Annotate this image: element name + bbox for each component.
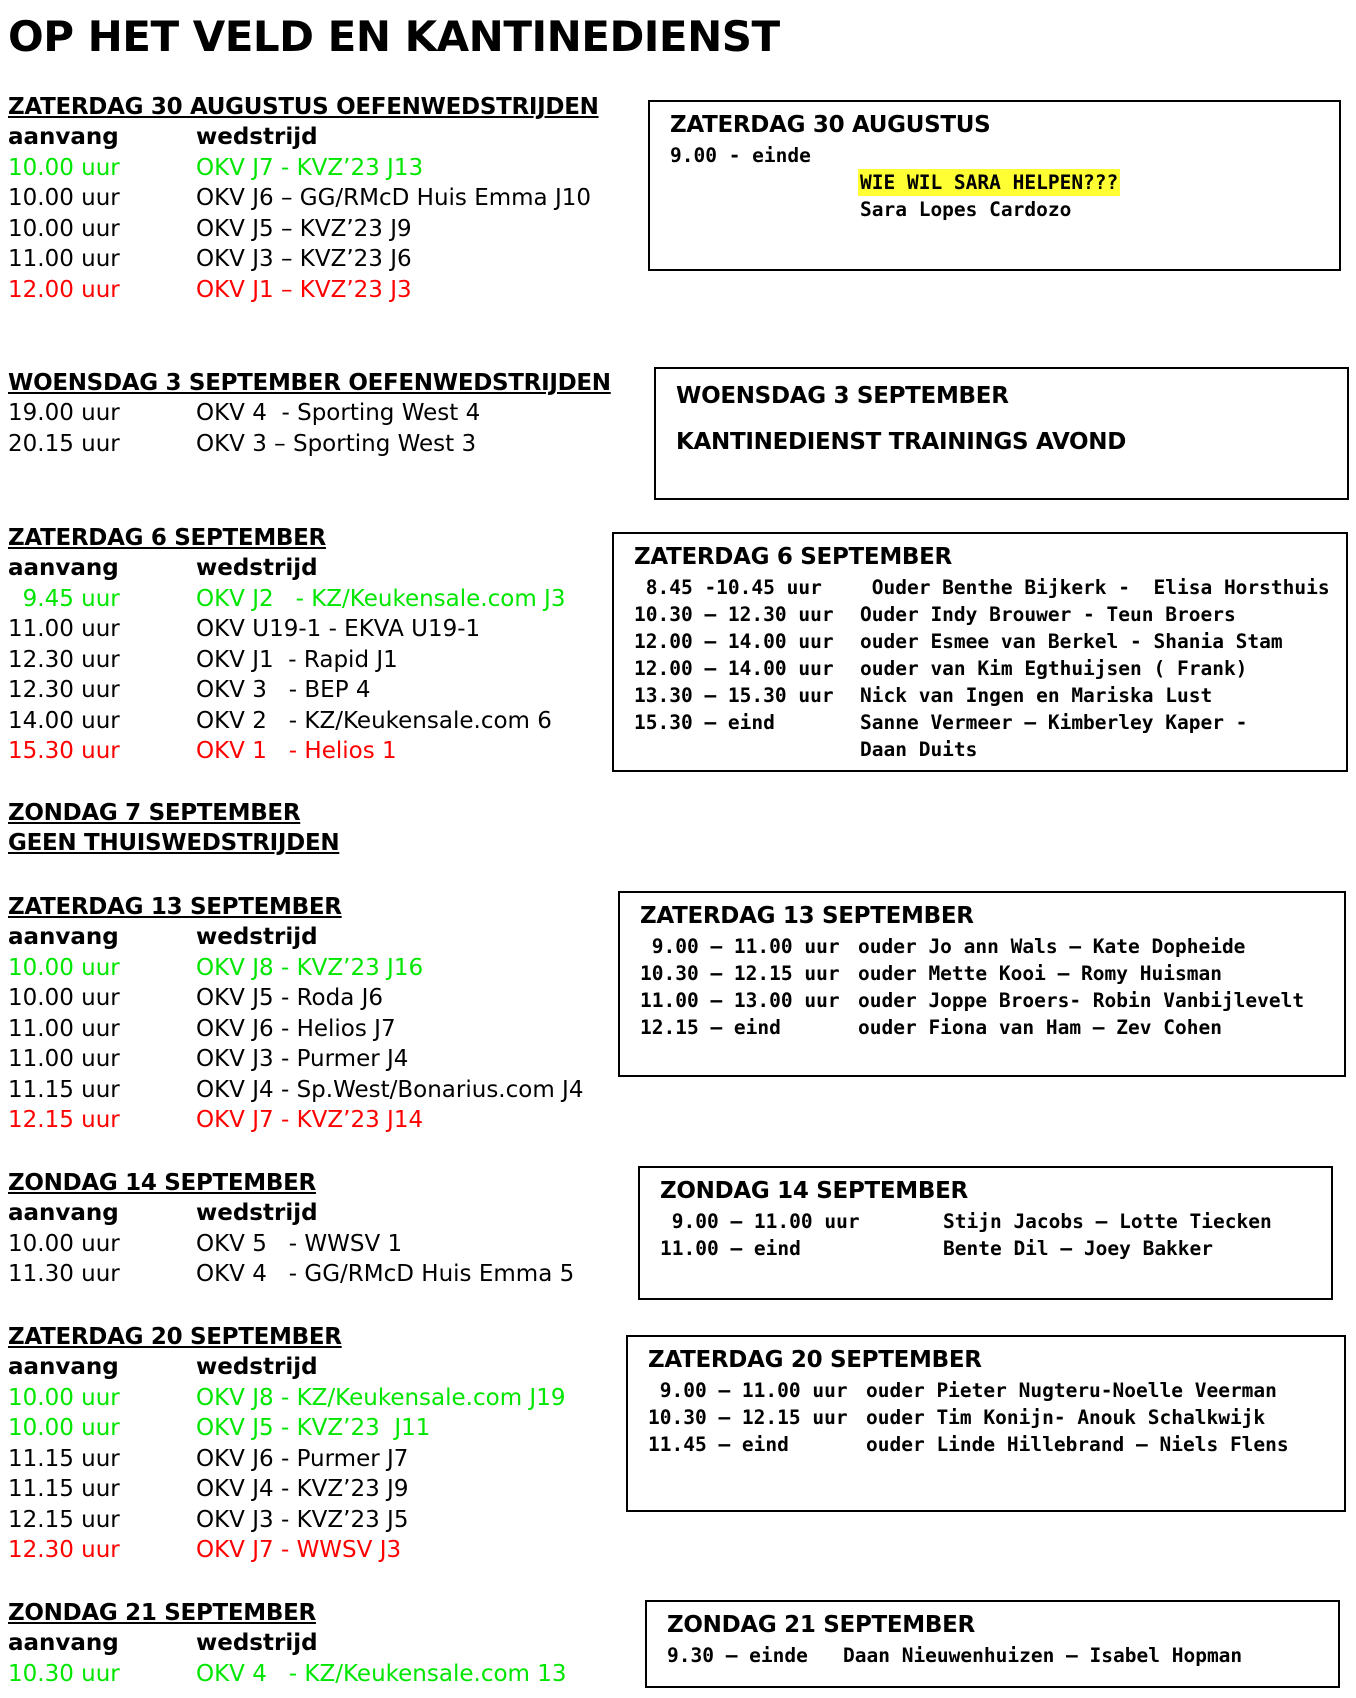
box-title: ZATERDAG 30 AUGUSTUS [670,112,991,138]
section-title: ZONDAG 21 SEPTEMBER [8,1600,316,1626]
col-aanvang: aanvang [8,1630,119,1656]
match-name: OKV 3 - BEP 4 [196,677,371,703]
match-name: OKV 4 - GG/RMcD Huis Emma 5 [196,1261,575,1287]
duty-line [648,1431,1324,1458]
duty-time: 9.00 – 11.00 uur [648,1379,848,1402]
match-list [8,584,565,767]
section-zondag-7-september [8,798,339,858]
match-row [8,153,599,184]
match-list [8,1659,567,1690]
section-title: ZATERDAG 6 SEPTEMBER [8,525,326,551]
duty-box-zaterdag-13-september [618,891,1346,1077]
duty-line [634,682,1326,709]
duty-line [648,1404,1324,1431]
match-time: 12.30 uur [8,677,120,703]
box-subtitle: KANTINEDIENST TRAININGS AVOND [676,429,1127,455]
match-row [8,214,599,245]
match-name: OKV J3 - KVZ’23 J5 [196,1506,409,1533]
duty-box-zondag-14-september [638,1166,1333,1300]
match-time: 10.00 uur [8,985,120,1011]
match-row [8,614,565,645]
match-name: OKV J7 - KVZ’23 J13 [196,154,424,181]
match-row [8,1105,583,1136]
col-wedstrijd: wedstrijd [196,1630,318,1656]
match-list [8,1229,574,1290]
duty-box-woensdag-3-september [654,367,1349,500]
match-row [8,275,599,306]
duty-line [660,1235,1311,1262]
match-list [8,953,583,1136]
match-row [8,953,583,984]
match-time: 11.00 uur [8,616,120,642]
match-row [8,1044,583,1075]
duty-time: 11.00 – eind [660,1237,801,1260]
duty-names: ouder Esmee van Berkel - Shania Stam [860,630,1283,653]
match-name: OKV J3 - Purmer J4 [196,1046,409,1072]
match-time: 10.00 uur [8,1230,120,1257]
section-zondag-21-september [8,1598,567,1689]
section-zaterdag-20-september [8,1322,565,1566]
match-name: OKV J7 - WWSV J3 [196,1537,402,1563]
duty-names: ouder Mette Kooi – Romy Huisman [858,962,1222,985]
section-zaterdag-13-september [8,892,583,1136]
match-row [8,1383,565,1414]
match-row [8,706,565,737]
match-row [8,183,599,214]
duty-time: 9.00 - einde [670,144,811,167]
match-time: 10.00 uur [8,185,120,211]
duty-names: Bente Dil – Joey Bakker [943,1237,1214,1260]
match-name: OKV J8 - KZ/Keukensale.com J19 [196,1384,566,1411]
match-time: 10.00 uur [8,1415,120,1441]
match-time: 11.30 uur [8,1261,120,1287]
match-name: OKV 1 - Helios 1 [196,738,397,764]
match-row [8,1075,583,1106]
box-title: ZATERDAG 20 SEPTEMBER [648,1347,982,1373]
match-name: OKV 4 - Sporting West 4 [196,400,481,426]
match-row [8,1535,565,1566]
duty-names: ouder van Kim Egthuijsen ( Frank) [860,657,1248,680]
section-title: ZONDAG 7 SEPTEMBER [8,800,301,826]
match-time: 11.15 uur [8,1076,120,1103]
duty-line [648,1377,1324,1404]
col-wedstrijd: wedstrijd [196,1354,318,1380]
duty-list [640,933,1324,1041]
duty-time: 10.30 – 12.15 uur [640,962,840,985]
match-name: OKV J8 - KVZ’23 J16 [196,954,424,981]
match-time: 11.00 uur [8,1015,120,1042]
section-zaterdag-6-september [8,523,565,767]
column-headers [8,1352,565,1383]
duty-time: 12.15 – eind [640,1016,781,1039]
section-zaterdag-30-augustus [8,92,599,305]
page-title: OP HET VELD EN KANTINEDIENST [8,12,780,61]
match-time: 11.00 uur [8,246,120,272]
match-time: 12.15 uur [8,1506,120,1533]
duty-time: 13.30 – 15.30 uur [634,684,834,707]
duty-names: Daan Nieuwenhuizen – Isabel Hopman [843,1644,1243,1667]
duty-names: ouder Fiona van Ham – Zev Cohen [858,1016,1222,1039]
duty-line [640,1014,1324,1041]
duty-box-zaterdag-20-september [626,1335,1346,1512]
column-headers [8,122,599,153]
match-row [8,983,583,1014]
match-list [8,153,599,306]
duty-names: ouder Linde Hillebrand – Niels Flens [866,1433,1289,1456]
duty-line [640,960,1324,987]
box-title: WOENSDAG 3 SEPTEMBER [676,383,1009,409]
col-wedstrijd: wedstrijd [196,555,318,581]
duty-line [667,1642,1318,1669]
section-title: WOENSDAG 3 SEPTEMBER OEFENWEDSTRIJDEN [8,370,611,396]
duty-names: Daan Duits [860,738,978,761]
col-aanvang: aanvang [8,1200,119,1226]
match-time: 12.15 uur [8,1107,120,1133]
duty-time: 11.45 – eind [648,1433,789,1456]
match-time: 10.30 uur [8,1660,120,1687]
duty-names: Nick van Ingen en Mariska Lust [860,684,1213,707]
column-headers [8,553,565,584]
duty-line [634,736,1326,763]
match-name: OKV 4 - KZ/Keukensale.com 13 [196,1660,567,1687]
match-name: OKV J2 - KZ/Keukensale.com J3 [196,585,566,612]
match-list [8,1383,565,1566]
duty-line [670,142,1319,169]
col-wedstrijd: wedstrijd [196,924,318,950]
match-name: OKV J5 – KVZ’23 J9 [196,215,412,242]
col-aanvang: aanvang [8,924,119,950]
match-time: 9.45 uur [8,585,120,612]
help-wanted-highlight: WIE WIL SARA HELPEN??? [860,171,1119,194]
match-row [8,1444,565,1475]
duty-time: 12.00 – 14.00 uur [634,657,834,680]
match-row [8,736,565,767]
duty-line [634,574,1330,601]
duty-names: Stijn Jacobs – Lotte Tiecken [943,1210,1272,1233]
match-time: 10.00 uur [8,215,120,242]
section-title: ZATERDAG 30 AUGUSTUS OEFENWEDSTRIJDEN [8,94,599,120]
match-row [8,645,565,676]
duty-names: ouder Pieter Nugteru-Noelle Veerman [866,1379,1277,1402]
match-row [8,1659,567,1690]
col-aanvang: aanvang [8,1354,119,1380]
match-list [8,398,611,459]
match-name: OKV J4 - KVZ’23 J9 [196,1476,409,1502]
match-name: OKV 5 - WWSV 1 [196,1230,403,1257]
match-time: 20.15 uur [8,430,120,457]
match-time: 11.15 uur [8,1445,120,1472]
col-wedstrijd: wedstrijd [196,124,318,150]
match-time: 11.15 uur [8,1476,120,1502]
match-name: OKV J6 - Helios J7 [196,1015,396,1042]
match-row [8,244,599,275]
column-headers [8,1198,574,1229]
duty-line [640,987,1324,1014]
duty-time: 8.45 -10.45 uur [634,576,822,599]
match-time: 12.30 uur [8,646,120,673]
match-row [8,1474,565,1505]
duty-line [634,601,1326,628]
match-name: OKV J5 - KVZ’23 J11 [196,1415,431,1441]
match-time: 12.30 uur [8,1537,120,1563]
match-row [8,1014,583,1045]
duty-list [634,574,1330,763]
duty-names: ouder Jo ann Wals – Kate Dopheide [858,935,1246,958]
duty-time: 12.00 – 14.00 uur [634,630,834,653]
match-name: OKV 2 - KZ/Keukensale.com 6 [196,707,552,734]
duty-line [634,628,1326,655]
match-name: OKV J6 - Purmer J7 [196,1445,409,1472]
box-title: ZONDAG 21 SEPTEMBER [667,1612,975,1638]
duty-line [640,933,1324,960]
match-row [8,1413,565,1444]
duty-line [634,655,1326,682]
duty-time: 10.30 – 12.30 uur [634,603,834,626]
col-aanvang: aanvang [8,124,119,150]
match-time: 19.00 uur [8,400,120,426]
duty-names: Sanne Vermeer – Kimberley Kaper - [860,711,1248,734]
duty-time: 15.30 – eind [634,711,775,734]
match-row [8,429,611,460]
match-name: OKV J5 - Roda J6 [196,985,384,1011]
match-row [8,398,611,429]
match-name: OKV J1 - Rapid J1 [196,646,398,673]
match-row [8,1505,565,1536]
match-name: OKV J3 – KVZ’23 J6 [196,246,412,272]
duty-names: Ouder Indy Brouwer - Teun Broers [860,603,1236,626]
match-row [8,1229,574,1260]
match-time: 10.00 uur [8,954,120,981]
section-subtitle: GEEN THUISWEDSTRIJDEN [8,830,340,856]
match-row [8,1259,574,1290]
column-headers [8,922,583,953]
section-title: ZONDAG 14 SEPTEMBER [8,1170,316,1196]
duty-names: ouder Tim Konijn- Anouk Schalkwijk [866,1406,1266,1429]
duty-list [667,1642,1318,1669]
duty-time: 9.00 – 11.00 uur [660,1210,860,1233]
duty-names: Ouder Benthe Bijkerk - Elisa Horsthuis [860,576,1330,599]
duty-box-zaterdag-6-september [612,532,1348,772]
duty-list [648,1377,1324,1458]
match-name: OKV J1 – KVZ’23 J3 [196,276,412,303]
match-row [8,675,565,706]
duty-names: Sara Lopes Cardozo [860,198,1072,221]
match-time: 15.30 uur [8,738,120,764]
box-title: ZATERDAG 6 SEPTEMBER [634,544,952,570]
match-name: OKV 3 – Sporting West 3 [196,430,477,457]
duty-time: 9.00 – 11.00 uur [640,935,840,958]
duty-box-zaterdag-30-augustus [648,100,1341,271]
section-title: ZATERDAG 20 SEPTEMBER [8,1324,342,1350]
box-title: ZONDAG 14 SEPTEMBER [660,1178,968,1204]
match-time: 10.00 uur [8,1384,120,1411]
duty-line [660,1208,1311,1235]
duty-names: ouder Joppe Broers- Robin Vanbijlevelt [858,989,1305,1012]
duty-time: 11.00 – 13.00 uur [640,989,840,1012]
duty-box-zondag-21-september [645,1600,1340,1688]
match-time: 10.00 uur [8,154,120,181]
match-row [8,584,565,615]
duty-time [634,736,860,763]
match-name: OKV U19-1 - EKVA U19-1 [196,616,481,642]
match-name: OKV J7 - KVZ’23 J14 [196,1107,424,1133]
section-title: ZATERDAG 13 SEPTEMBER [8,894,342,920]
col-wedstrijd: wedstrijd [196,1200,318,1226]
col-aanvang: aanvang [8,555,119,581]
duty-line [670,169,1319,196]
section-woensdag-3-september [8,368,611,459]
section-zondag-14-september [8,1168,574,1290]
duty-list [660,1208,1311,1262]
duty-line [670,196,1319,223]
duty-line [634,709,1326,736]
match-time: 14.00 uur [8,707,120,734]
duty-time: 9.30 – einde [667,1644,808,1667]
column-headers [8,1628,567,1659]
match-time: 12.00 uur [8,276,120,303]
box-title: ZATERDAG 13 SEPTEMBER [640,903,974,929]
duty-time: 10.30 – 12.15 uur [648,1406,848,1429]
match-name: OKV J4 - Sp.West/Bonarius.com J4 [196,1076,584,1103]
match-name: OKV J6 – GG/RMcD Huis Emma J10 [196,185,592,211]
match-time: 11.00 uur [8,1046,120,1072]
